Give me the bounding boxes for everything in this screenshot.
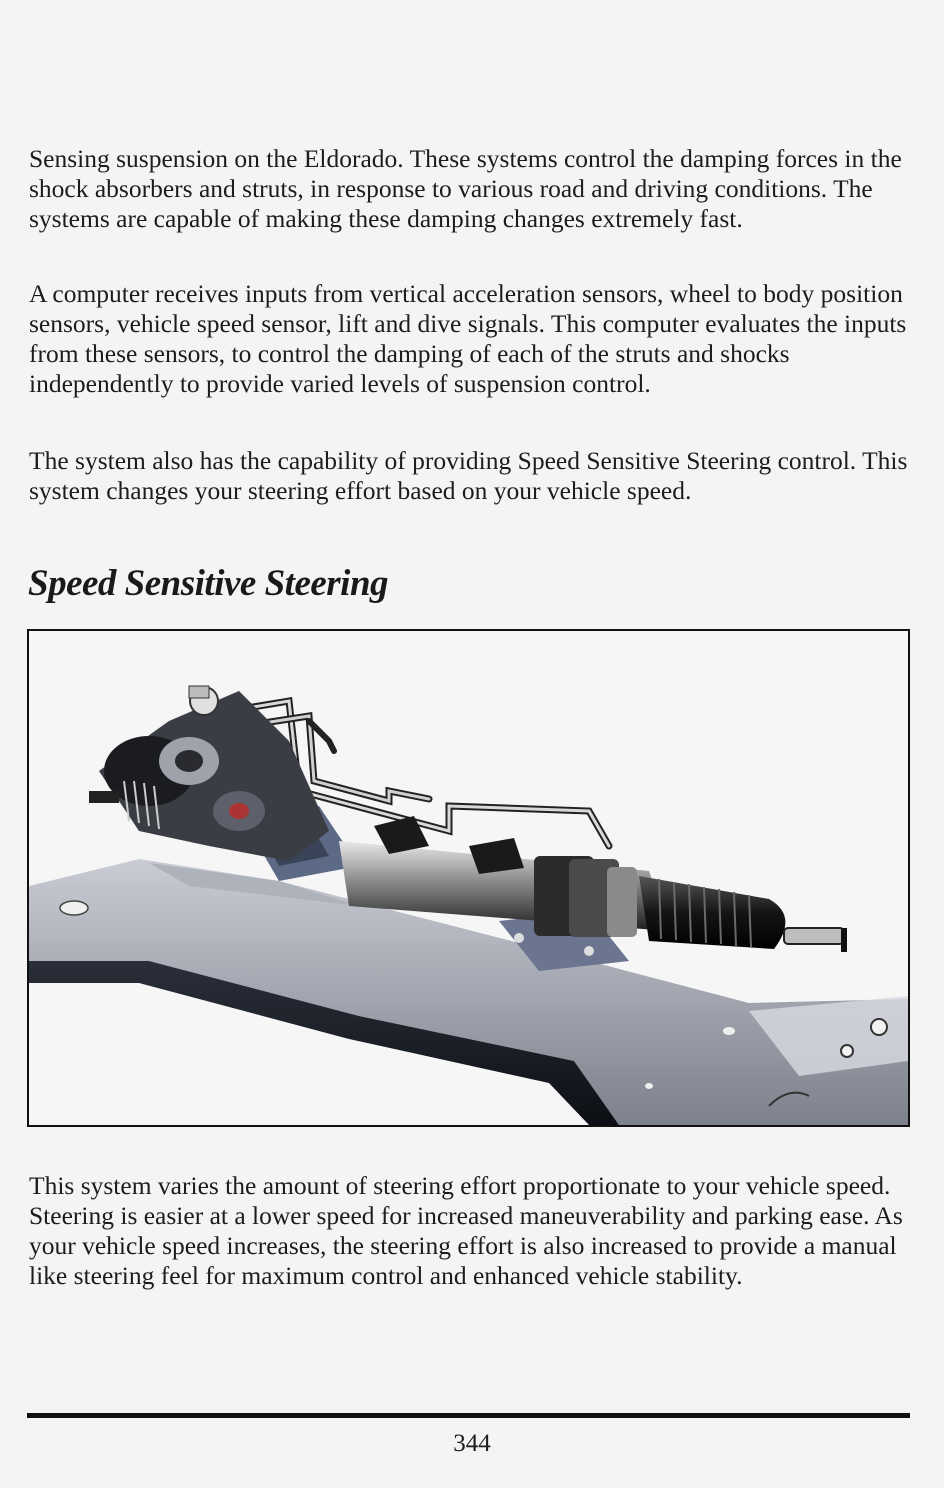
steering-rack-illustration bbox=[29, 631, 908, 1125]
rubber-boot bbox=[639, 876, 785, 949]
paragraph-computer-inputs: A computer receives inputs from vertical acceleration sensors, wheel to body position sensors, vehicle speed sensor, lift and dive signals. This computer evaluates the inputs from these sensors, to control the damping of each of the struts and shocks independently to provide varied levels of suspension control. bbox=[29, 279, 907, 398]
page-number: 344 bbox=[453, 1430, 491, 1457]
footer-divider bbox=[27, 1413, 910, 1418]
paragraph-speed-sensitive-intro: The system also has the capability of providing Speed Sensitive Steering control. This system changes your steering effort based on your vehicle speed. bbox=[29, 446, 908, 505]
steering-rack-figure bbox=[27, 629, 910, 1127]
paragraph-speed-sensitive-body: This system varies the amount of steering effort proportionate to your vehicle speed. Steering is easier at a lower speed for increased maneuverability and parking ease. As your vehicle speed increases, the steering effort is also increased to provide a manual like steering feel for maximum control and enhanced vehicle stability. bbox=[29, 1171, 903, 1290]
tie-rod bbox=[784, 928, 847, 952]
paragraph-intro-continued: Sensing suspension on the Eldorado. These systems control the damping forces in the shock absorbers and struts, in response to various road and driving conditions. The systems are capable of making these damping changes extremely fast. bbox=[29, 144, 902, 233]
section-heading: Speed Sensitive Steering bbox=[28, 563, 389, 604]
